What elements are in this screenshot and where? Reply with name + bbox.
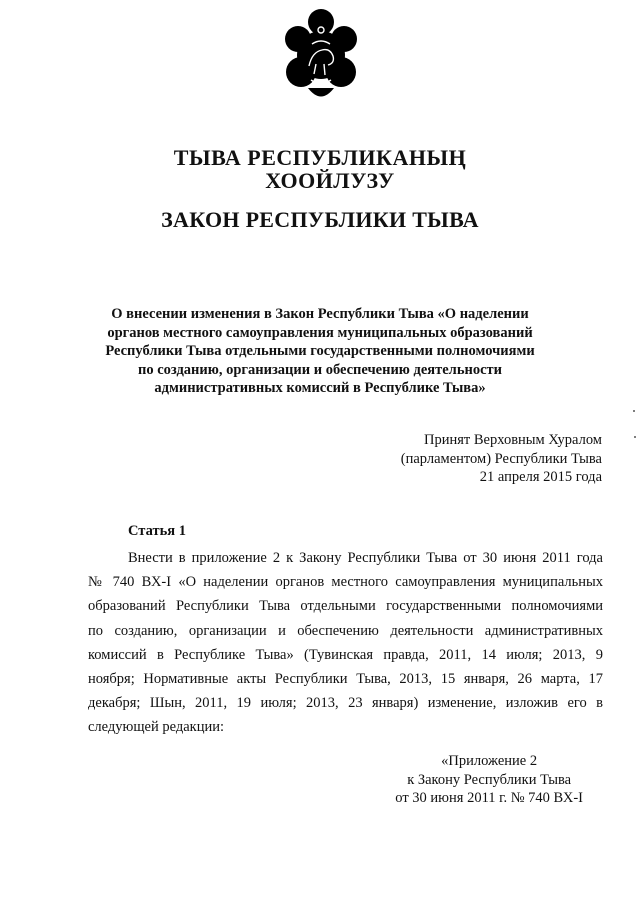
article-heading: Статья 1 xyxy=(128,523,186,539)
law-title-line: по созданию, организации и обеспечению деятельности xyxy=(137,361,502,378)
scan-speck xyxy=(634,436,636,438)
article-body xyxy=(88,546,603,740)
article-line: Внести в приложение 2 к Закону Республики Тыва от 30 июня 2011 года xyxy=(128,550,603,566)
adoption-line: Принят Верховным Хуралом xyxy=(424,432,602,448)
article-line: декабря; Шын, 2011, 19 июля; 2013, 23 января) изменение, изложив его в xyxy=(88,695,603,712)
article-line: № 740 ВХ-I «О наделении органов местного самоуправления муниципальных xyxy=(88,574,603,591)
appendix-line: от 30 июня 2011 г. № 740 ВХ-I xyxy=(395,790,583,806)
article-line: ноября; Нормативные акты Республики Тыва, 2013, 15 января, 26 марта, 17 xyxy=(88,671,603,688)
law-title-line: административных комиссий в Республике Тыва» xyxy=(154,380,486,397)
law-title-line: О внесении изменения в Закон Республики Тыва «О наделении xyxy=(111,306,529,322)
republic-name-tuvan: ТЫВА РЕСПУБЛИКАНЫҢ xyxy=(173,145,467,170)
article-line: комиссий в Республике Тыва» (Тувинская правда, 2011, 14 июля; 2013, 9 xyxy=(88,646,603,663)
law-title-line: органов местного самоуправления муниципальных образований xyxy=(107,324,533,341)
article-line: образований Республики Тыва отдельными государственными полномочиями xyxy=(88,598,603,615)
law-heading: ЗАКОН РЕСПУБЛИКИ ТЫВА xyxy=(161,207,479,232)
article-line: следующей редакции: xyxy=(88,719,225,736)
article-line: по созданию, организации и обеспечению деятельности административных xyxy=(88,622,603,639)
law-word-tuvan: ХООЙЛУЗУ xyxy=(265,168,395,193)
tyva-coat-of-arms-icon xyxy=(278,8,364,106)
appendix-reference xyxy=(395,752,583,808)
adoption-date: 21 апреля 2015 года xyxy=(479,469,602,485)
law-title xyxy=(100,305,540,398)
appendix-line: к Закону Республики Тыва xyxy=(407,771,572,788)
scan-speck xyxy=(633,410,635,412)
law-title-line: Республики Тыва отдельными государственными полномочиями xyxy=(105,343,535,360)
adoption-note xyxy=(401,431,602,487)
appendix-line: «Приложение 2 xyxy=(441,753,538,769)
adoption-line: (парламентом) Республики Тыва xyxy=(400,450,602,467)
